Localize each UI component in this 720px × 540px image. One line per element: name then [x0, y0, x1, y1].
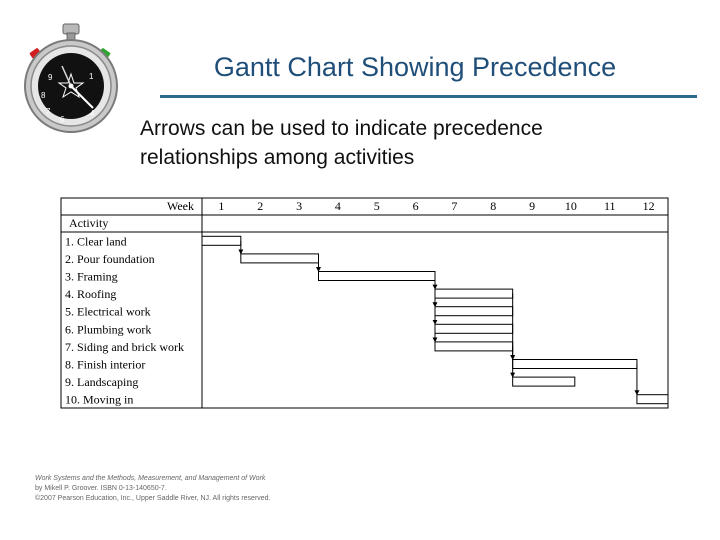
dial-number: 1 — [89, 72, 94, 81]
activity-label: 5. Electrical work — [65, 304, 151, 319]
activity-bar — [435, 289, 513, 298]
gantt-activity-labels — [65, 234, 184, 406]
activity-label: 2. Pour foundation — [65, 251, 155, 266]
week-tick-label: 3 — [296, 199, 303, 213]
dial-number: 8 — [41, 91, 46, 100]
week-tick-label: 6 — [412, 199, 419, 213]
week-tick-label: 9 — [529, 199, 536, 213]
table-border — [61, 198, 668, 408]
body-line: relationships among activities — [140, 146, 415, 169]
week-tick-label: 10 — [564, 199, 577, 213]
activity-label: 10. Moving in — [65, 392, 134, 407]
week-tick-label: 2 — [257, 199, 264, 213]
dial-number: 6 — [60, 115, 65, 124]
copyright-footer — [35, 474, 375, 504]
activity-label: 6. Plumbing work — [65, 322, 152, 337]
week-tick-label: 11 — [603, 199, 616, 213]
week-tick-label: 1 — [218, 199, 225, 213]
week-tick-label: 8 — [490, 199, 497, 213]
activity-bar — [513, 377, 575, 386]
activity-bar — [435, 342, 513, 351]
gantt-grid — [61, 198, 668, 408]
activity-bar — [202, 236, 241, 245]
activity-label: 7. Siding and brick work — [65, 339, 184, 354]
activity-label: 1. Clear land — [65, 234, 127, 249]
footer-line: ©2007 Pearson Education, Inc., Upper Saddle River, NJ. All rights reserved. — [35, 495, 271, 502]
week-tick-label: 5 — [373, 199, 380, 213]
body-line: Arrows can be used to indicate precedence — [140, 117, 543, 140]
activity-bar — [637, 395, 668, 404]
activity-label: 9. Landscaping — [65, 375, 139, 390]
activity-bar — [319, 272, 436, 281]
activity-label: 4. Roofing — [65, 287, 117, 302]
activity-bar — [241, 254, 319, 263]
slide-title: Gantt Chart Showing Precedence — [213, 52, 617, 82]
dial-number: 9 — [48, 73, 53, 82]
activity-header: Activity — [69, 216, 109, 230]
footer-line: Work Systems and the Methods, Measurement, and Management of Work — [35, 475, 266, 482]
dial-number: 4 — [90, 109, 95, 118]
dial-number: 7 — [46, 107, 51, 116]
week-tick-label: 7 — [451, 199, 458, 213]
activity-label: 8. Finish interior — [65, 357, 146, 372]
activity-bar — [513, 360, 637, 369]
week-tick-label: 12 — [642, 199, 655, 213]
activity-bar — [435, 307, 513, 316]
week-tick-label: 4 — [334, 199, 341, 213]
activity-label: 3. Framing — [65, 269, 118, 284]
gantt-precedence-arrows — [241, 241, 637, 395]
week-header: Week — [166, 199, 194, 213]
activity-bar — [435, 324, 513, 333]
footer-line: by Mikell P. Groover. ISBN 0-13-140650-7. — [35, 485, 167, 492]
